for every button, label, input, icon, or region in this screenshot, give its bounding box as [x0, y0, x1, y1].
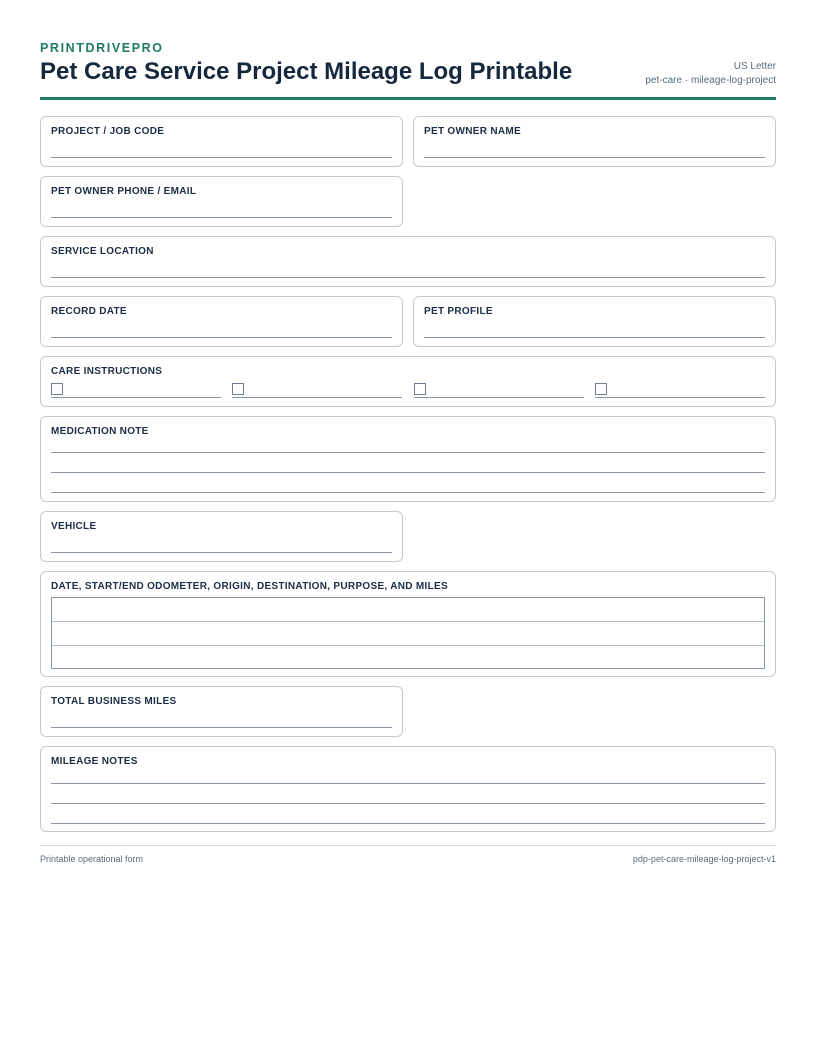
form-id: pdp-pet-care-mileage-log-project-v1	[632, 854, 776, 864]
write-line[interactable]	[51, 552, 392, 553]
checkbox[interactable]	[595, 383, 607, 395]
trip-log-field	[40, 571, 776, 677]
care-option[interactable]	[595, 383, 765, 398]
owner-name-field[interactable]	[413, 116, 776, 167]
write-line[interactable]	[51, 277, 765, 278]
write-line[interactable]	[51, 803, 765, 804]
document-slug: pet-care · mileage-log-project	[645, 75, 776, 86]
field-label: PET PROFILE	[424, 306, 493, 317]
write-line[interactable]	[51, 157, 392, 158]
care-option[interactable]	[51, 383, 221, 398]
field-label: MILEAGE NOTES	[51, 756, 138, 767]
page-title: Pet Care Service Project Mileage Log Printable	[40, 58, 573, 85]
field-label: MEDICATION NOTE	[51, 426, 149, 437]
checkbox[interactable]	[232, 383, 244, 395]
checkbox[interactable]	[414, 383, 426, 395]
owner-contact-field[interactable]	[40, 176, 403, 227]
project-code-field[interactable]	[40, 116, 403, 167]
write-line[interactable]	[51, 492, 765, 493]
mileage-notes-field[interactable]	[40, 746, 776, 832]
pet-profile-field[interactable]	[413, 296, 776, 347]
paper-size: US Letter	[733, 61, 776, 72]
write-line[interactable]	[51, 823, 765, 824]
table-row-divider	[52, 621, 764, 622]
field-label: TOTAL BUSINESS MILES	[51, 696, 177, 707]
medication-note-field[interactable]	[40, 416, 776, 502]
care-option[interactable]	[414, 383, 584, 398]
footer-rule	[40, 845, 776, 846]
field-label: DATE, START/END ODOMETER, ORIGIN, DESTINATION, PURPOSE, AND MILES	[51, 581, 448, 592]
write-line[interactable]	[424, 157, 765, 158]
field-label: RECORD DATE	[51, 306, 127, 317]
write-line[interactable]	[51, 783, 765, 784]
record-date-field[interactable]	[40, 296, 403, 347]
field-label: CARE INSTRUCTIONS	[51, 366, 163, 377]
write-line[interactable]	[51, 217, 392, 218]
write-line[interactable]	[424, 337, 765, 338]
write-line[interactable]	[51, 452, 765, 453]
field-label: SERVICE LOCATION	[51, 246, 154, 257]
field-label: PET OWNER NAME	[424, 126, 521, 137]
vehicle-field[interactable]	[40, 511, 403, 562]
care-option[interactable]	[232, 383, 402, 398]
checkbox[interactable]	[51, 383, 63, 395]
field-label: VEHICLE	[51, 521, 97, 532]
table-row-divider	[52, 645, 764, 646]
care-instructions-field	[40, 356, 776, 407]
brand-name: PRINTDRIVEPRO	[40, 41, 164, 55]
field-label: PROJECT / JOB CODE	[51, 126, 165, 137]
document-meta	[645, 60, 776, 88]
footer-note: Printable operational form	[40, 854, 144, 864]
header-rule	[40, 97, 776, 100]
total-miles-field[interactable]	[40, 686, 403, 737]
trip-log-table	[51, 597, 765, 669]
write-line[interactable]	[51, 727, 392, 728]
field-label: PET OWNER PHONE / EMAIL	[51, 186, 197, 197]
service-location-field[interactable]	[40, 236, 776, 287]
write-line[interactable]	[51, 472, 765, 473]
write-line[interactable]	[51, 337, 392, 338]
